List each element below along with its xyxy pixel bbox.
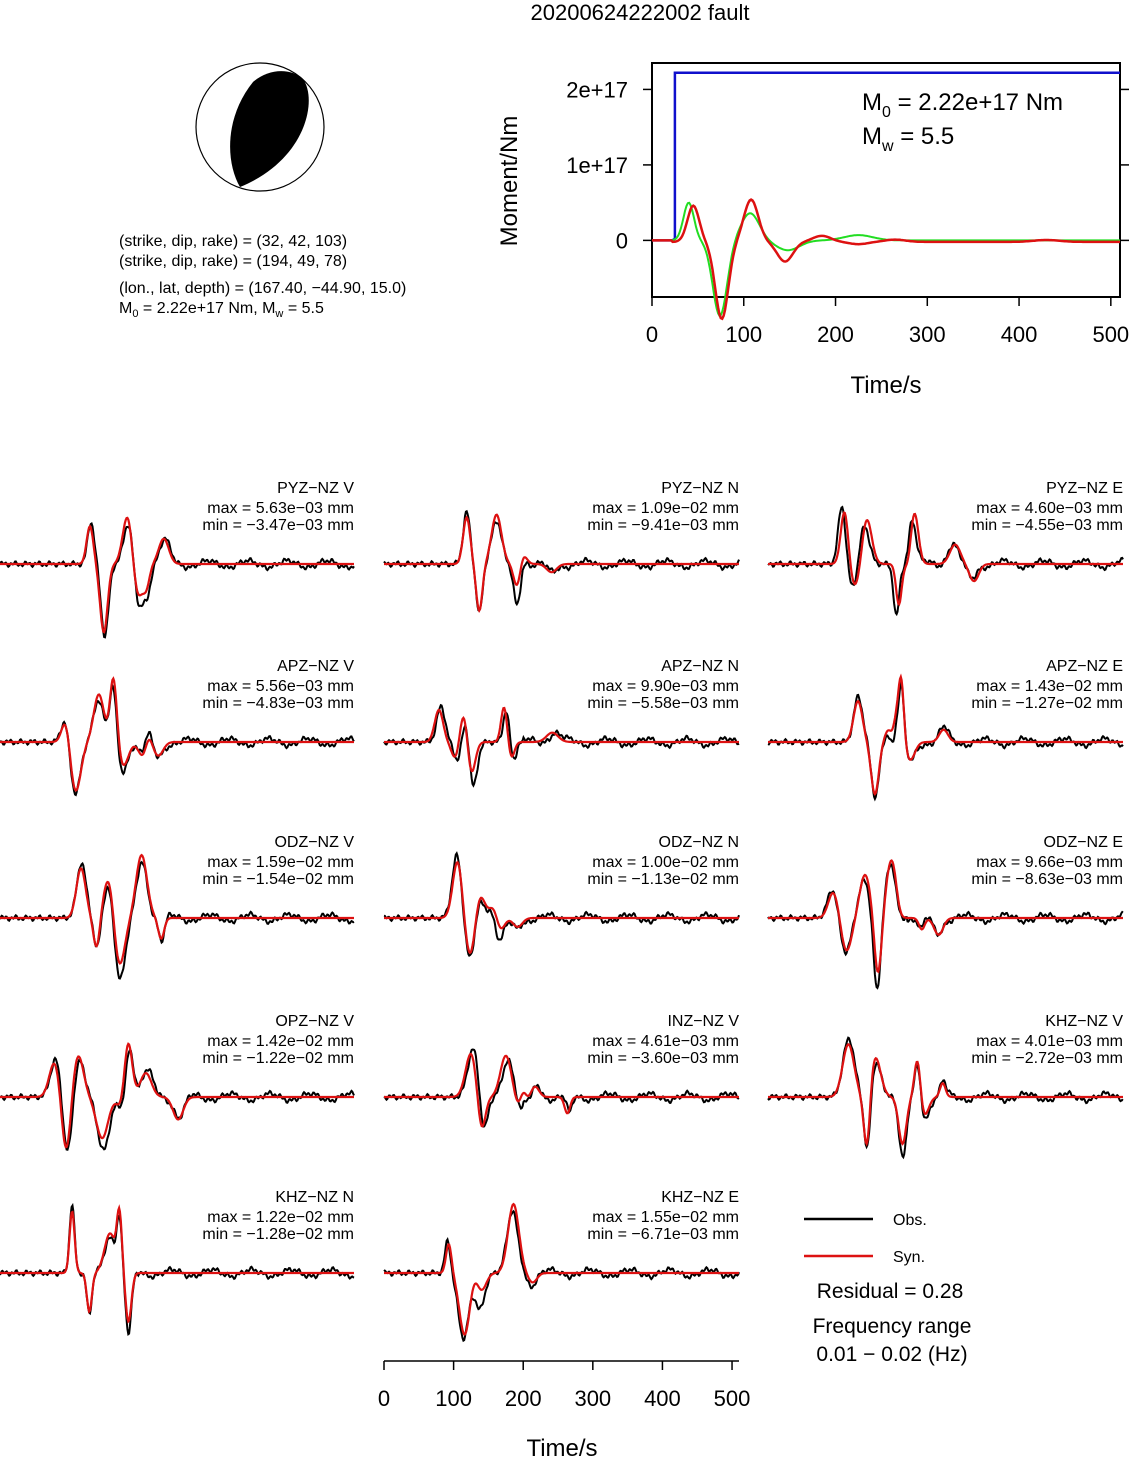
observed-trace — [0, 524, 354, 638]
moment-annotation-m0: $M_0 = 2.22e+17$ Nm — [862, 89, 1064, 121]
waveform-panel — [0, 1013, 354, 1150]
station-max: max = 1.09e−02 mm — [592, 500, 739, 517]
station-min: min = −9.41e−03 mm — [587, 517, 739, 534]
moment-ylabel: Moment/Nm — [496, 115, 523, 247]
waveform-panel — [0, 658, 354, 795]
station-name: ODZ−NZ V — [274, 834, 354, 851]
station-max: max = 1.42e−02 mm — [207, 1033, 354, 1050]
station-max: max = 1.55e−02 mm — [592, 1209, 739, 1226]
mechanism-info — [119, 232, 406, 324]
station-min: min = −1.54e−02 mm — [202, 871, 354, 888]
location-text: (lon., lat, depth) = (167.40, −44.90, 15.0) — [119, 280, 407, 297]
station-max: max = 5.63e−03 mm — [207, 500, 354, 517]
synthetic-trace — [0, 518, 354, 632]
waveform-panel — [0, 834, 354, 979]
station-max: max = 1.59e−02 mm — [207, 854, 354, 871]
waveform-xtick-label: 500 — [713, 1386, 751, 1411]
waveform-panel — [384, 834, 739, 956]
beachball — [196, 63, 324, 191]
residual-text: Residual = 0.28 — [816, 1280, 964, 1303]
nodal-plane-2: (strike, dip, rake) = (194, 49, 78) — [119, 253, 348, 270]
waveform-xtick-label: 400 — [644, 1386, 681, 1411]
waveform-xtick-label: 300 — [574, 1386, 612, 1411]
station-name: PYZ−NZ N — [661, 480, 739, 497]
waveform-panel — [384, 480, 739, 611]
station-name: PYZ−NZ E — [1046, 480, 1123, 497]
moment-annotation-mw: $M_w = 5.5$ — [862, 123, 955, 155]
observed-trace — [384, 705, 739, 785]
station-max: max = 4.61e−03 mm — [592, 1033, 739, 1050]
waveform-panel — [384, 1189, 739, 1341]
station-min: min = −4.83e−03 mm — [202, 695, 354, 712]
moment-axes — [566, 77, 1129, 347]
waveform-panel — [0, 480, 354, 637]
station-name: ODZ−NZ E — [1043, 834, 1123, 851]
moment-rate-red — [652, 200, 1120, 319]
waveform-panel — [768, 1013, 1123, 1157]
moment-xtick-label: 0 — [645, 322, 659, 347]
station-min: min = −6.71e−03 mm — [587, 1226, 739, 1243]
moment-xlabel: Time/s — [850, 372, 922, 399]
station-name: ODZ−NZ N — [658, 834, 739, 851]
waveform-time-axis — [378, 1361, 751, 1458]
station-min: min = −5.58e−03 mm — [587, 695, 739, 712]
station-min: min = −3.60e−03 mm — [587, 1050, 739, 1067]
legend — [804, 1212, 971, 1366]
station-min: min = −1.28e−02 mm — [202, 1226, 354, 1243]
legend-obs-label: Obs. — [893, 1212, 927, 1229]
moment-rate-green — [652, 203, 1120, 316]
station-min: min = −3.47e−03 mm — [202, 517, 354, 534]
moment-ytick-label: 1e+17 — [566, 152, 628, 178]
station-name: APZ−NZ N — [661, 658, 739, 675]
waveform-panel — [768, 658, 1123, 799]
moment-xtick-label: 200 — [817, 322, 854, 347]
moment-xtick-label: 100 — [725, 322, 763, 347]
waveform-panels — [0, 480, 1123, 1341]
station-max: max = 1.43e−02 mm — [976, 678, 1123, 695]
station-max: max = 9.90e−03 mm — [592, 678, 739, 695]
nodal-plane-1: (strike, dip, rake) = (32, 42, 103) — [119, 233, 348, 250]
station-name: KHZ−NZ V — [1045, 1013, 1123, 1030]
station-max: max = 4.60e−03 mm — [976, 500, 1123, 517]
waveform-panel — [768, 834, 1123, 988]
station-min: min = −1.13e−02 mm — [587, 871, 739, 888]
waveform-xlabel: Time/s — [526, 1435, 598, 1458]
frequency-value: 0.01 − 0.02 (Hz) — [816, 1343, 968, 1366]
moment-xtick-label: 300 — [908, 322, 946, 347]
station-min: min = −8.63e−03 mm — [971, 871, 1123, 888]
station-name: KHZ−NZ E — [661, 1189, 739, 1206]
station-max: max = 9.66e−03 mm — [976, 854, 1123, 871]
station-name: INZ−NZ V — [667, 1013, 739, 1030]
moment-ytick-label: 0 — [615, 228, 628, 254]
station-name: KHZ−NZ N — [275, 1189, 354, 1206]
station-min: min = −4.55e−03 mm — [971, 517, 1123, 534]
frequency-title: Frequency range — [812, 1315, 972, 1338]
legend-syn-label: Syn. — [893, 1249, 926, 1266]
waveform-panel — [768, 480, 1123, 614]
waveform-panel — [0, 1189, 354, 1334]
waveform-panel — [384, 658, 739, 786]
moment-panel — [0, 0, 1129, 399]
moment-xtick-label: 500 — [1092, 322, 1130, 347]
station-min: min = −1.27e−02 mm — [971, 695, 1123, 712]
station-max: max = 1.00e−02 mm — [592, 854, 739, 871]
station-name: APZ−NZ E — [1046, 658, 1123, 675]
station-min: min = −1.22e−02 mm — [202, 1050, 354, 1067]
station-name: PYZ−NZ V — [277, 480, 354, 497]
station-min: min = −2.72e−03 mm — [971, 1050, 1123, 1067]
waveform-panel — [384, 1013, 739, 1127]
moment-ytick-label: 2e+17 — [566, 77, 628, 103]
station-name: APZ−NZ V — [277, 658, 354, 675]
station-max: max = 1.22e−02 mm — [207, 1209, 354, 1226]
waveform-xtick-label: 200 — [504, 1386, 542, 1411]
station-name: OPZ−NZ V — [275, 1013, 354, 1030]
station-max: max = 4.01e−03 mm — [976, 1033, 1123, 1050]
waveform-xtick-label: 0 — [377, 1386, 391, 1411]
moment-xtick-label: 400 — [1000, 322, 1038, 347]
moment-text: $M_0 = 2.22e+17$ Nm, $M_w = 5.5$ — [119, 300, 324, 321]
figure-title: 20200624222002 fault — [530, 0, 750, 25]
station-max: max = 5.56e−03 mm — [207, 678, 354, 695]
waveform-xtick-label: 100 — [435, 1386, 472, 1411]
